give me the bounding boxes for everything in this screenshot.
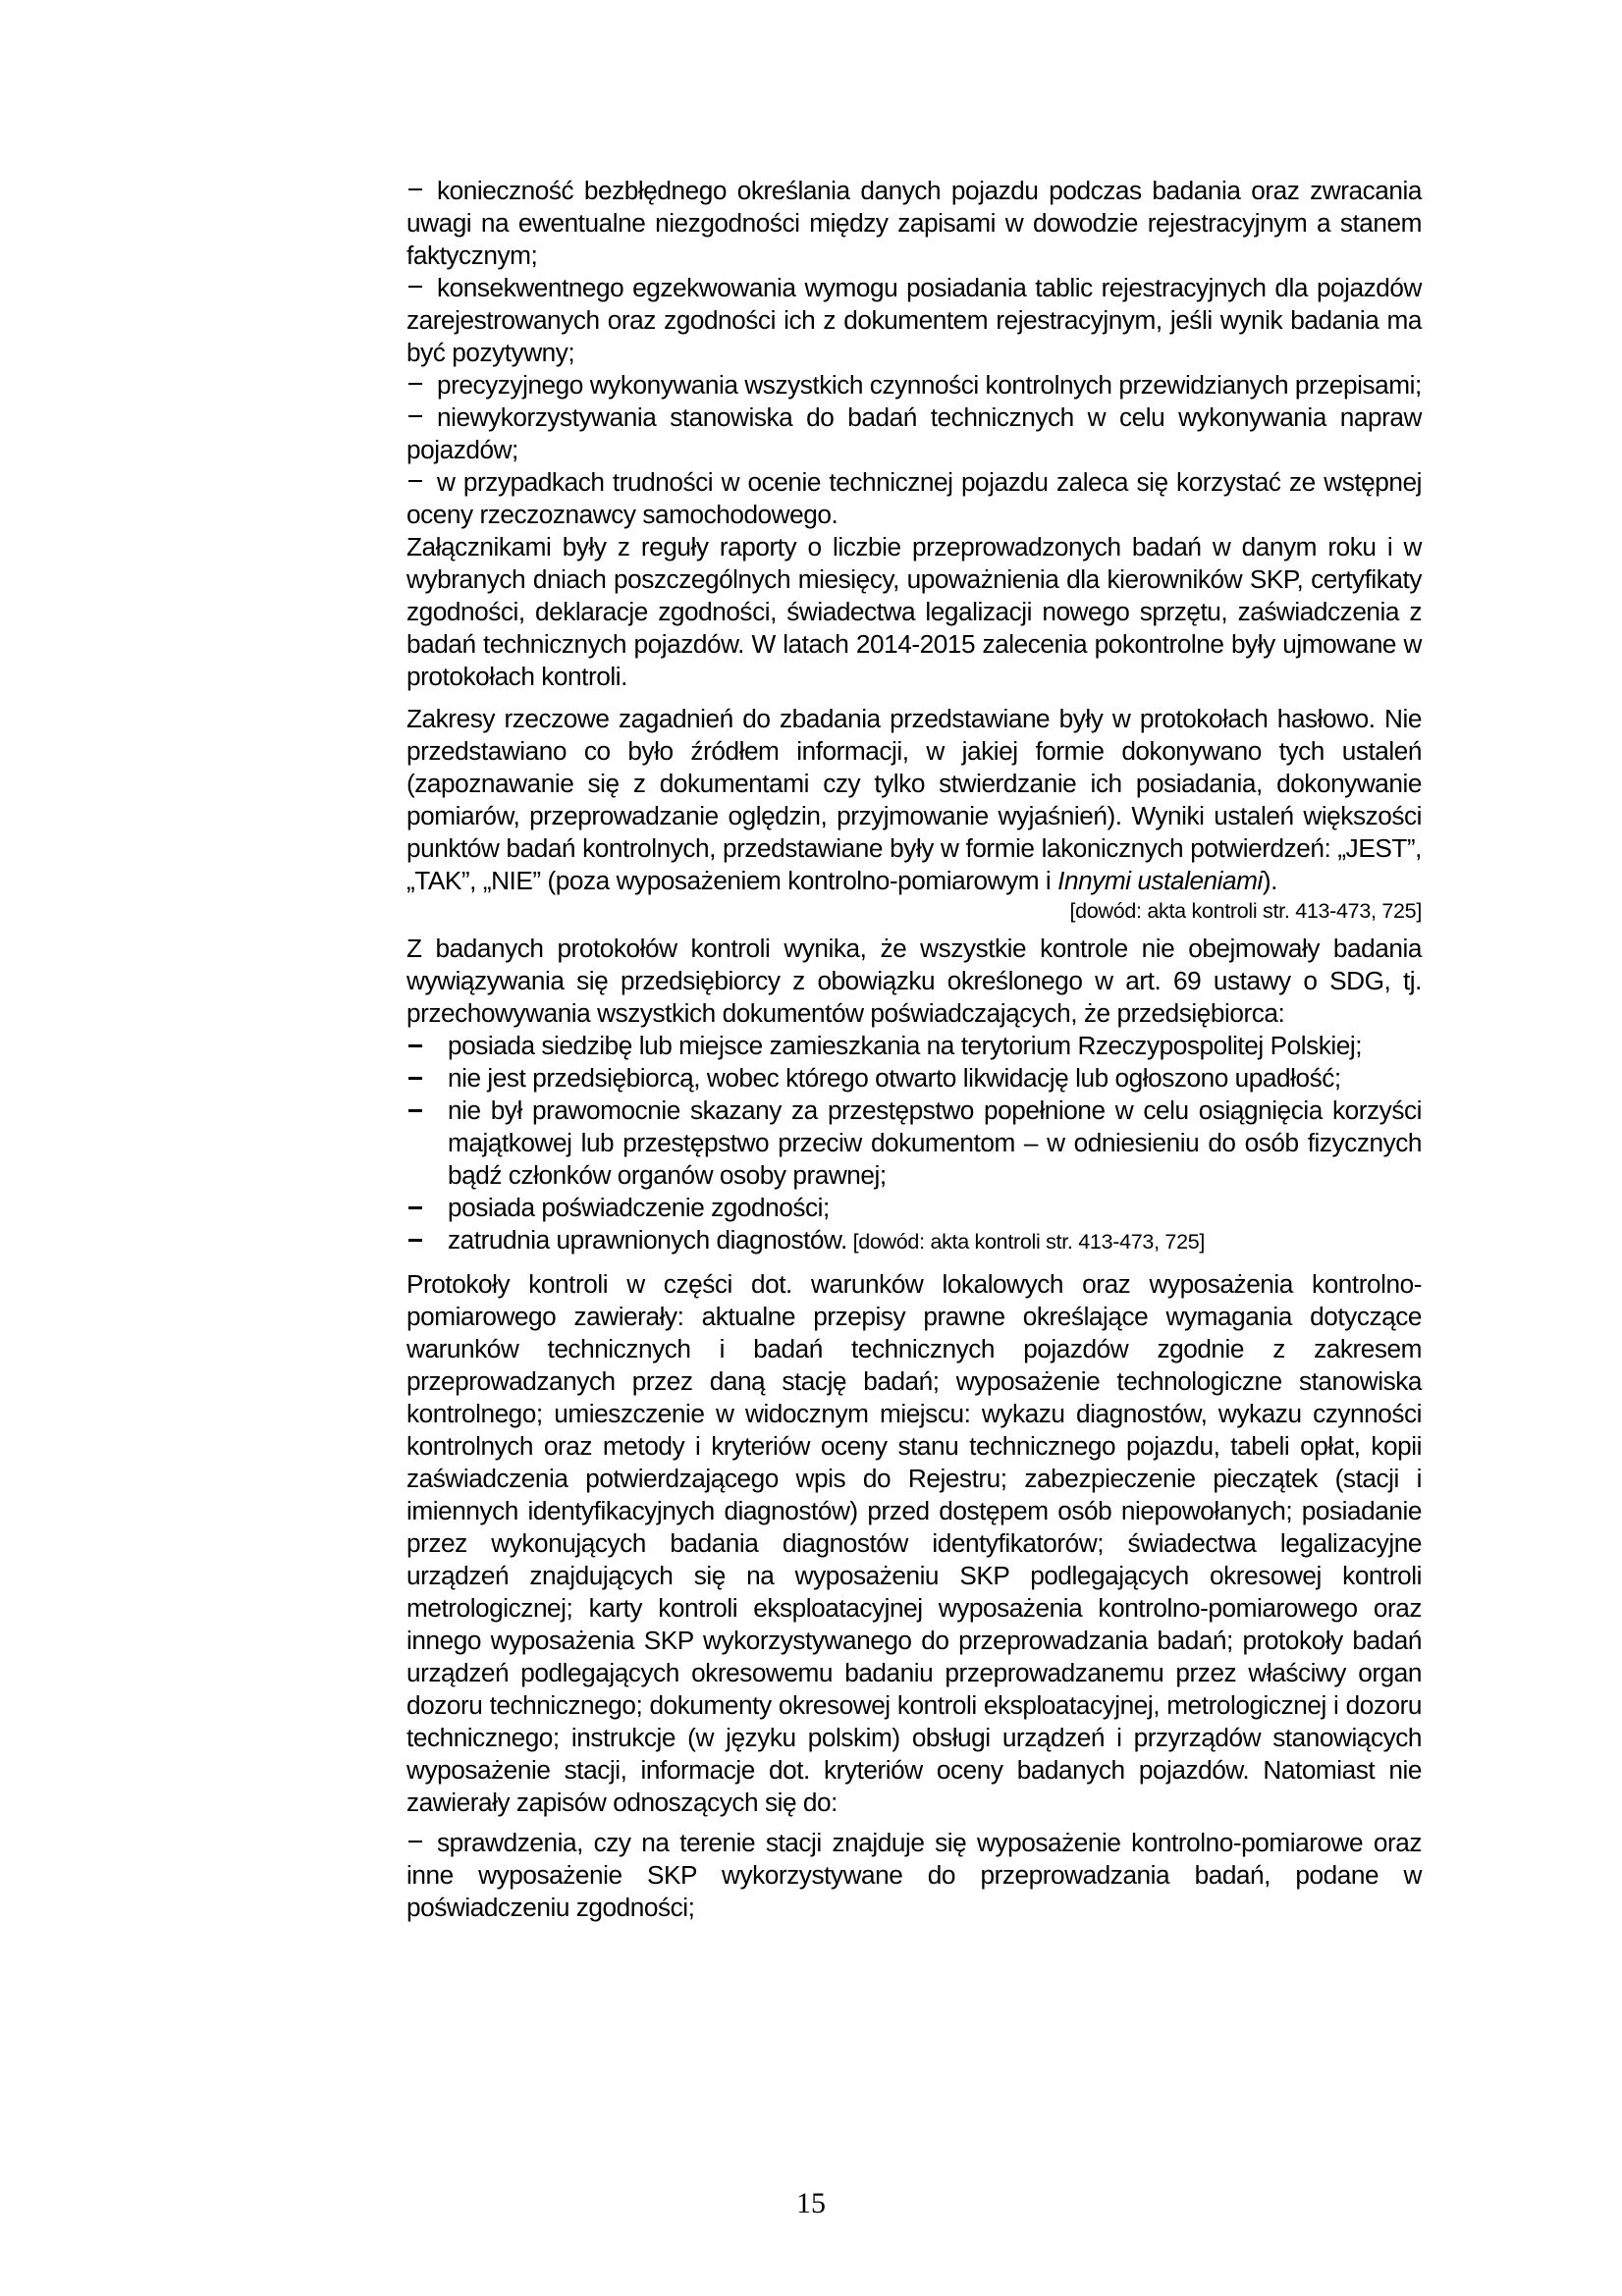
recommendations-list: [406, 175, 1422, 531]
dash-bullet: [408, 286, 422, 288]
scope-paragraph: Zakresy rzeczowe zagadnień do zbadania przedstawiane były w protokołach hasłowo. Nie przedstawiano co było źródłem informacji, w jakiej formie dokonywano tych ustaleń (zapoznawanie się z dokumentami czy tylko stwierdzanie ich posiadania, dokonywanie pomiarów, przeprowadzanie oględzin, przyjmowanie wyjaśnień). Wyniki ustaleń większości punktów badań kontrolnych, przedstawiane były w formie lakonicznych potwierdzeń: „JEST”, „TAK”, „NIE” (poza wyposażeniem kontrolno-pomiarowym i Innymi ustaleniami).: [406, 704, 1422, 895]
document-page: [406, 175, 1422, 1924]
dash-bullet: [408, 1044, 422, 1047]
page-number: 15: [796, 2187, 826, 2219]
dash-bullet: [408, 1206, 422, 1209]
evidence-reference: [dowód: akta kontroli str. 413-473, 725]: [1069, 899, 1422, 923]
dash-bullet: [408, 480, 422, 482]
protocols-paragraph: Z badanych protokołów kontroli wynika, że wszystkie kontrole nie obejmowały badania wywiązywania się przedsiębiorcy z obowiązku określonego w art. 69 ustawy o SDG, tj. przechowywania wszystkich dokumentów poświadczających, że przedsiębiorca:: [406, 934, 1422, 1028]
recommendation-item: konsekwentnego egzekwowania wymogu posiadania tablic rejestracyjnych dla pojazdów zarejestrowanych oraz zgodności ich z dokumentem rejestracyjnym, jeśli wynik badania ma być pozytywny;: [406, 273, 1422, 367]
recommendation-item: konieczność bezbłędnego określania danych pojazdu podczas badania oraz zwracania uwagi na ewentualne niezgodności między zapisami w dowodzie rejestracyjnym a stanem faktycznym;: [406, 176, 1422, 270]
requirement-item: zatrudnia uprawnionych diagnostów. [dowód: akta kontroli str. 413-473, 725]: [406, 1224, 1422, 1258]
requirement-item: posiada poświadczenie zgodności;: [406, 1192, 1422, 1224]
requirement-item: nie jest przedsiębiorcą, wobec którego otwarto likwidację lub ogłoszono upadłość;: [406, 1062, 1422, 1095]
dash-bullet: [408, 1077, 422, 1080]
dash-bullet: [408, 1841, 422, 1842]
attachments-paragraph: Załącznikami były z reguły raporty o liczbie przeprowadzonych badań w danym roku i w wybranych dniach poszczególnych miesięcy, upoważnienia dla kierowników SKP, certyfikaty zgodności, deklaracje zgodności, świadectwa legalizacji nowego sprzętu, zaświadczenia z badań technicznych pojazdów. W latach 2014-2015 zalecenia pokontrolne były ujmowane w protokołach kontroli.: [406, 532, 1422, 691]
requirement-item: nie był prawomocnie skazany za przestępstwo popełnione w celu osiągnięcia korzyści majątkowej lub przestępstwo przeciw dokumentom – w odniesieniu do osób fizycznych bądź członków organów osoby prawnej;: [406, 1095, 1422, 1192]
recommendation-item: niewykorzystywania stanowiska do badań technicznych w celu wykonywania napraw pojazdów;: [406, 402, 1422, 464]
requirement-item: posiada siedzibę lub miejsce zamieszkania na terytorium Rzeczypospolitej Polskiej;: [406, 1030, 1422, 1062]
dash-bullet: [408, 1109, 422, 1112]
premises-paragraph: Protokoły kontroli w części dot. warunków lokalowych oraz wyposażenia kontrolno-pomiarowego zawierały: aktualne przepisy prawne określające wymagania dotyczące warunków technicznych i badań technicznych pojazdów zgodnie z zakresem przeprowadzanych przez daną stację badań; wyposażenie technologiczne stanowiska kontrolnego; umieszczenie w widocznym miejscu: wykazu diagnostów, wykazu czynności kontrolnych oraz metody i kryteriów oceny stanu technicznego pojazdu, tabeli opłat, kopii zaświadczenia potwierdzającego wpis do Rejestru; zabezpieczenie pieczątek (stacji i imiennych identyfikacyjnych diagnostów) przed dostępem osób niepowołanych; posiadanie przez wykonujących badania diagnostów identyfikatorów; świadectwa legalizacyjne urządzeń znajdujących się na wyposażeniu SKP podlegających okresowej kontroli metrologicznej; karty kontroli eksploatacyjnej wyposażenia kontrolno-pomiarowego oraz innego wyposażenia SKP wykorzystywanego do przeprowadzania badań; protokoły badań urządzeń podlegających okresowemu badaniu przeprowadzanemu przez właściwy organ dozoru technicznego; dokumenty okresowej kontroli eksploatacyjnej, metrologicznej i dozoru technicznego; instrukcje (w języku polskim) obsługi urządzeń i przyrządów stanowiących wyposażenie stacji, informacje dot. kryteriów oceny badanych pojazdów. Natomiast nie zawierały zapisów odnoszących się do:: [406, 1269, 1422, 1817]
missing-record-item: sprawdzenia, czy na terenie stacji znajduje się wyposażenie kontrolno-pomiarowe oraz inne wyposażenie SKP wykorzystywane do przeprowadzania badań, podane w poświadczeniu zgodności;: [406, 1828, 1422, 1922]
recommendation-item: w przypadkach trudności w ocenie technicznej pojazdu zaleca się korzystać ze wstępnej oceny rzeczoznawcy samochodowego.: [406, 467, 1422, 529]
dash-bullet: [408, 188, 422, 190]
recommendation-item: precyzyjnego wykonywania wszystkich czynności kontrolnych przewidzianych przepisami;: [406, 369, 1422, 401]
dash-bullet: [408, 383, 422, 385]
dash-bullet: [408, 415, 422, 417]
dash-bullet: [408, 1239, 422, 1242]
entrepreneur-requirements-list: [406, 1030, 1422, 1258]
evidence-reference-inline: [dowód: akta kontroli str. 413-473, 725]: [846, 1230, 1206, 1254]
